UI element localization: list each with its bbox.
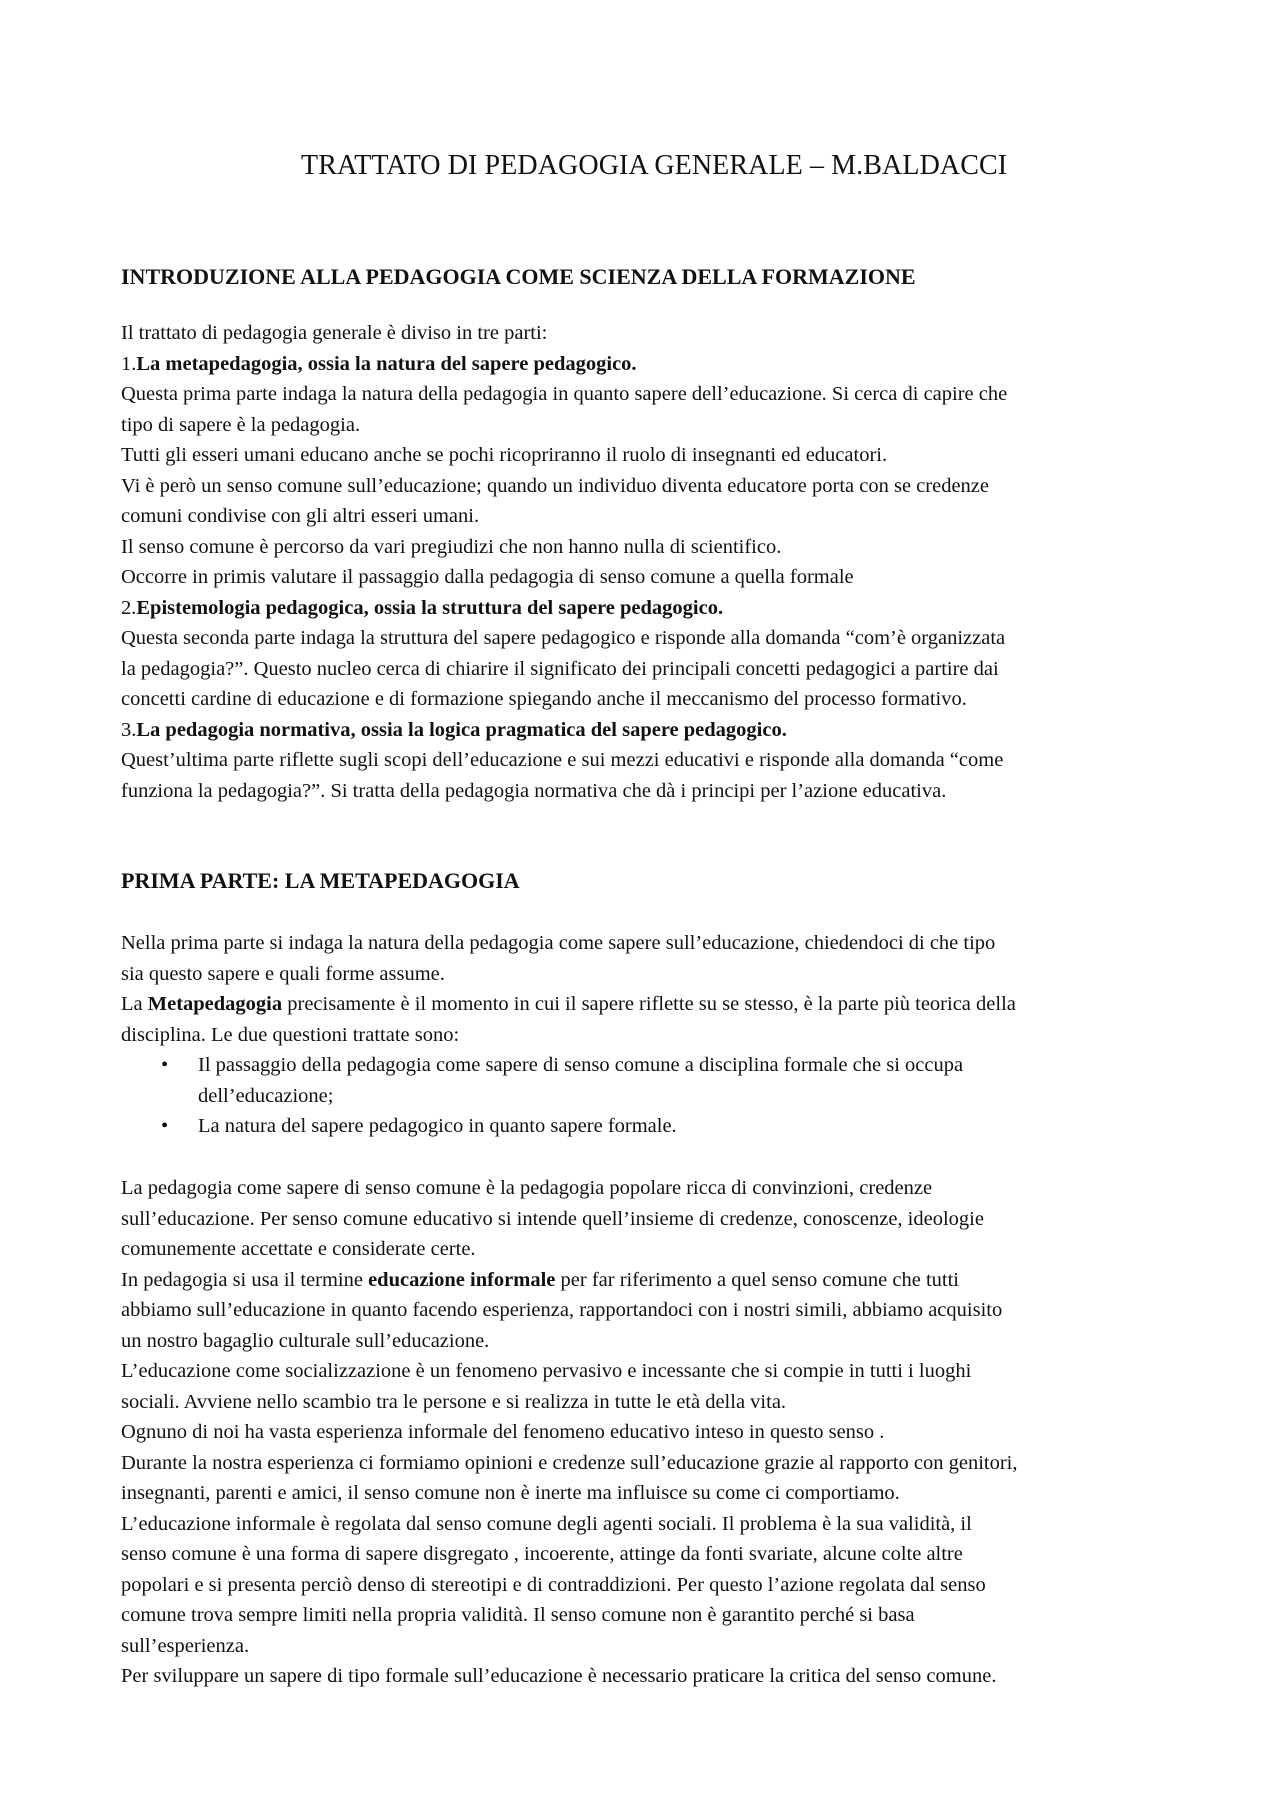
text-line: La natura del sapere pedagogico in quanto sapere formale.: [198, 1115, 677, 1137]
text-line: disciplina. Le due questioni trattate sono:: [121, 1023, 460, 1046]
text-line: Ognuno di noi ha vasta esperienza informale del fenomeno educativo inteso in questo senso .: [121, 1421, 885, 1443]
numbered-item-2: [121, 593, 1171, 624]
text-line: sia questo sapere e quali forme assume.: [121, 962, 445, 985]
text-line: popolari e si presenta perciò denso di stereotipi e di contraddizioni. Per questo l’azione regolata dal senso: [121, 1573, 986, 1596]
text-line: insegnanti, parenti e amici, il senso comune non è inerte ma influisce su come ci comportiamo.: [121, 1482, 900, 1504]
text-line: Questa seconda parte indaga la struttura del sapere pedagogico e risponde alla domanda “com’è organizzata: [121, 627, 1006, 649]
part1-section: [121, 928, 1171, 1142]
intro-section: [121, 318, 1171, 806]
numbered-item-3: [121, 715, 1171, 746]
text-run: La: [121, 993, 148, 1015]
item-number: 1.: [121, 352, 137, 375]
text-line: Il senso comune è percorso da vari pregiudizi che non hanno nulla di scientifico.: [121, 535, 782, 558]
text-line: Nella prima parte si indaga la natura della pedagogia come sapere sull’educazione, chiedendoci di che tipo: [121, 932, 996, 954]
text-line: sull’esperienza.: [121, 1634, 250, 1657]
text-line: un nostro bagaglio culturale sull’educazione.: [121, 1329, 490, 1352]
text-line: Questa prima parte indaga la natura della pedagogia in quanto sapere dell’educazione. Si cerca di capire che: [121, 383, 1008, 405]
bullet-icon: •: [161, 1054, 169, 1076]
text-line: L’educazione informale è regolata dal senso comune degli agenti sociali. Il problema è la sua validità, il: [121, 1512, 972, 1535]
text-line: sociali. Avviene nello scambio tra le persone e si realizza in tutte le età della vita.: [121, 1390, 787, 1413]
text-line: Durante la nostra esperienza ci formiamo opinioni e credenze sull’educazione grazie al rapporto con genitori,: [121, 1451, 1018, 1474]
text-line: la pedagogia?”. Questo nucleo cerca di chiarire il significato dei principali concetti pedagogici a partire dai: [121, 657, 999, 680]
text-run: precisamente è il momento in cui il sapere riflette su se stesso, è la parte più teorica della: [282, 993, 1016, 1015]
intro-heading: INTRODUZIONE ALLA PEDAGOGIA COME SCIENZA DELLA FORMAZIONE: [121, 264, 916, 289]
text-line: abbiamo sull’educazione in quanto facendo esperienza, rapportandoci con i nostri simili, abbiamo acquisito: [121, 1299, 1003, 1321]
part1-heading: PRIMA PARTE: LA METAPEDAGOGIA: [121, 868, 520, 893]
item-title: La metapedagogia, ossia la natura del sapere pedagogico.: [136, 352, 637, 375]
bold-term: Metapedagogia: [147, 993, 283, 1015]
item-title: Epistemologia pedagogica, ossia la struttura del sapere pedagogico.: [136, 596, 724, 619]
text-line: comune trova sempre limiti nella propria validità. Il senso comune non è garantito perché si basa: [121, 1604, 915, 1626]
item-number: 2.: [121, 596, 137, 619]
text-line: Tutti gli esseri umani educano anche se pochi ricopriranno il ruolo di insegnanti ed educatori.: [121, 444, 888, 466]
text-line: [121, 989, 1171, 1020]
text-line: [121, 1265, 1171, 1296]
text-line: Vi è però un senso comune sull’educazione; quando un individuo diventa educatore porta con se credenze: [121, 474, 990, 497]
text-line: tipo di sapere è la pedagogia.: [121, 413, 361, 436]
text-line: comunemente accettate e considerate certe.: [121, 1238, 476, 1260]
bullet-icon: •: [161, 1115, 169, 1137]
bold-term: educazione informale: [368, 1268, 556, 1291]
text-line: senso comune è una forma di sapere disgregato , incoerente, attinge da fonti svariate, alcune colte altre: [121, 1543, 963, 1565]
intro-lead: Il trattato di pedagogia generale è diviso in tre parti:: [121, 322, 548, 344]
item-title: La pedagogia normativa, ossia la logica pragmatica del sapere pedagogico.: [136, 718, 787, 741]
text-line: funziona la pedagogia?”. Si tratta della pedagogia normativa che dà i principi per l’azione educativa.: [121, 779, 947, 802]
text-line: Occorre in primis valutare il passaggio dalla pedagogia di senso comune a quella formale: [121, 566, 854, 588]
bullet-list: [121, 1050, 1171, 1142]
text-line: Quest’ultima parte riflette sugli scopi dell’educazione e sui mezzi educativi e risponde alla domanda “come: [121, 749, 1004, 771]
text-line: Per sviluppare un sapere di tipo formale sull’educazione è necessario praticare la critica del senso comune.: [121, 1665, 997, 1687]
item-number: 3.: [121, 718, 137, 741]
part1-body: [121, 1173, 1171, 1692]
text-run: per far riferimento a quel senso comune che tutti: [555, 1268, 959, 1291]
numbered-item-1: [121, 349, 1171, 380]
text-line: L’educazione come socializzazione è un fenomeno pervasivo e incessante che si compie in tutti i luoghi: [121, 1360, 972, 1382]
text-line: comuni condivise con gli altri esseri umani.: [121, 505, 480, 527]
text-line: Il passaggio della pedagogia come sapere di senso comune a disciplina formale che si occupa: [198, 1054, 964, 1076]
document-title: TRATTATO DI PEDAGOGIA GENERALE – M.BALDACCI: [301, 150, 1008, 181]
list-item: [121, 1050, 1171, 1111]
text-line: concetti cardine di educazione e di formazione spiegando anche il meccanismo del processo formativo.: [121, 688, 967, 710]
text-run: In pedagogia si usa il termine: [121, 1268, 369, 1291]
text-line: sull’educazione. Per senso comune educativo si intende quell’insieme di credenze, conoscenze, ideologie: [121, 1207, 984, 1230]
text-line: La pedagogia come sapere di senso comune è la pedagogia popolare ricca di convinzioni, credenze: [121, 1177, 933, 1199]
text-line: dell’educazione;: [198, 1084, 334, 1107]
list-item: [121, 1111, 1171, 1142]
